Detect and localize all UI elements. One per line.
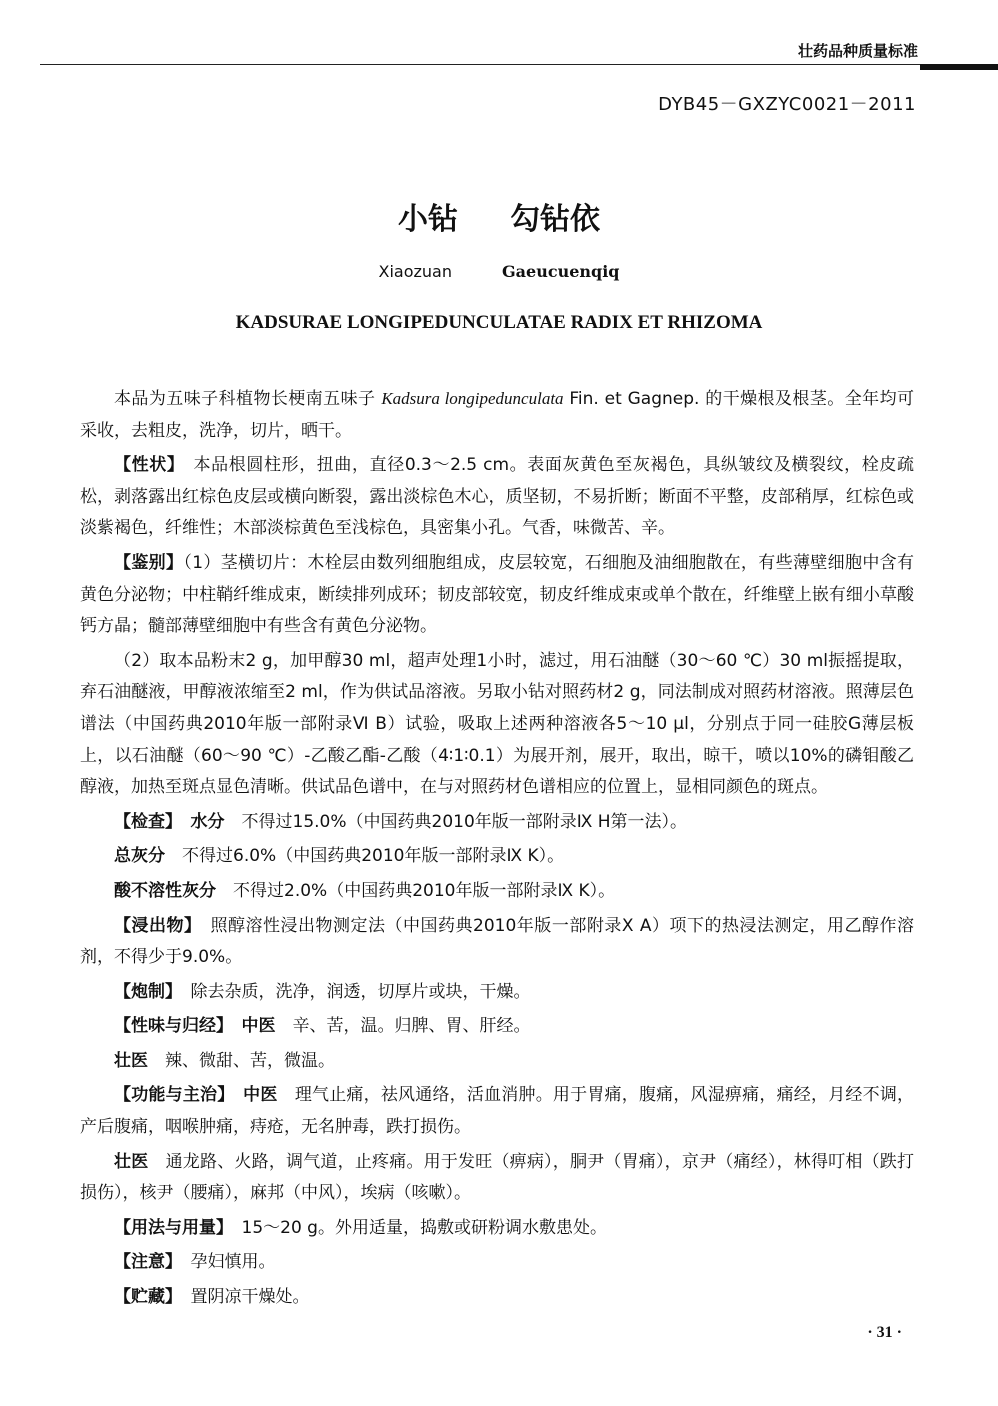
section-gongneng — [80, 1080, 914, 1143]
title-pinyin — [0, 262, 998, 281]
intro-text: 本品为五味子科植物长梗南五味子 — [114, 389, 376, 409]
section-text: 辛、苦，温。归脾、胃、肝经。 — [292, 1016, 531, 1037]
intro-text-2: Fin. et Gagnep. 的干燥根及根茎。全年均可采收，去粗皮，洗净，切片，晒干。 — [80, 389, 914, 441]
page-number: · 31 · — [867, 1324, 902, 1341]
species-name: Kadsura longipedunculata — [381, 389, 564, 408]
sub-label: 壮医 — [114, 1050, 148, 1071]
section-label: 【贮藏】 — [114, 1287, 174, 1308]
zhuang-name: 勾钻依 — [510, 202, 600, 237]
section-text: 置阴凉干燥处。 — [190, 1287, 310, 1308]
section-label: 【用法与用量】 — [114, 1217, 225, 1238]
sub-label: 酸不溶性灰分 — [114, 880, 216, 901]
section-yongfa — [80, 1213, 914, 1245]
section-paozhi — [80, 977, 914, 1009]
section-label: 【注意】 — [114, 1252, 174, 1273]
section-text: 15～20 g。外用适量，捣敷或研粉调水敷患处。 — [241, 1217, 607, 1238]
section-jianbie-2 — [80, 646, 914, 804]
series-title: 壮药品种质量标准 — [797, 42, 918, 60]
section-label: 【性味与归经】 — [114, 1016, 225, 1037]
section-xingwei — [80, 1011, 914, 1043]
section-label: 【鉴别】 — [114, 552, 184, 573]
sub-label: 中医 — [241, 1016, 276, 1037]
section-jinchuwu — [80, 911, 914, 974]
section-text: 辣、微甜、苦，微温。 — [165, 1050, 335, 1071]
section-label: 【检查】 — [114, 811, 174, 832]
section-text: 理气止痛，祛风通络，活血消肿。用于胃痛，腹痛，风湿痹痛，痛经，月经不调，产后腹痛，咽喉肿痛，痔疮，无名肿毒，跌打损伤。 — [80, 1085, 915, 1138]
page-title — [0, 194, 998, 238]
section-jianbie — [80, 548, 914, 643]
xingwei-zhuang — [80, 1046, 914, 1078]
sub-label: 壮医 — [114, 1151, 149, 1172]
standard-code: DYB45－GXZYC0021－2011 — [658, 94, 916, 115]
header-rule-bar — [920, 64, 998, 70]
pinyin: Xiaozuan — [378, 262, 452, 281]
section-label: 【功能与主治】 — [114, 1085, 226, 1106]
section-text: 不得过6.0%（中国药典2010年版一部附录Ⅸ K）。 — [182, 846, 565, 867]
jiancha-item — [80, 841, 914, 873]
sub-label: 总灰分 — [114, 846, 165, 867]
section-text: 孕妇慎用。 — [190, 1252, 276, 1273]
section-text: 本品根圆柱形，扭曲，直径0.3～2.5 cm。表面灰黄色至灰褐色，具纵皱纹及横裂纹，栓皮疏松，剥落露出红棕色皮层或横向断裂，露出淡棕色木心，质坚韧，不易折断；断面不平整，皮部稍厚，红棕色或淡紫褐色，纤维性；木部淡棕黄色至浅棕色，具密集小孔。气香，味微苦、辛。 — [80, 455, 915, 539]
section-text: （1）茎横切片：木栓层由数列细胞组成，皮层较宽，石细胞及油细胞散在，有些薄壁细胞中含有黄色分泌物；中柱鞘纤维成束，断续排列成环；韧皮部较宽，韧皮纤维成束或单个散在，纤维壁上嵌有细小草酸钙方晶；髓部薄壁细胞中有些含有黄色分泌物。 — [80, 552, 914, 637]
gongneng-zhuang — [80, 1147, 914, 1210]
section-text: 通龙路、火路，调气道，止疼痛。用于发旺（痹病），胴尹（胃痛），京尹（痛经），林得叮相（跌打损伤），核尹（腰痛），麻邦（中风），埃病（咳嗽）。 — [80, 1151, 915, 1204]
section-label: 【炮制】 — [114, 981, 174, 1002]
header-rule — [40, 64, 920, 65]
section-zhucang — [80, 1282, 914, 1314]
section-text: 除去杂质，洗净，润透，切厚片或块，干燥。 — [190, 981, 531, 1002]
sub-label: 水分 — [190, 811, 225, 832]
latin-name: KADSURAE LONGIPEDUNCULATAE RADIX ET RHIZOMA — [235, 312, 763, 333]
section-text: 不得过15.0%（中国药典2010年版一部附录Ⅸ H第一法）。 — [241, 811, 688, 832]
intro-paragraph — [80, 383, 914, 447]
section-xingzhuang — [80, 450, 914, 545]
section-zhuyi — [80, 1247, 914, 1279]
zhuang-pinyin: Gaeucuenqiq — [502, 262, 620, 281]
section-text: 照醇溶性浸出物测定法（中国药典2010年版一部附录Ⅹ A）项下的热浸法测定，用乙醇作溶剂，不得少于9.0%。 — [80, 915, 915, 968]
cn-name: 小钻 — [398, 202, 458, 237]
section-label: 【浸出物】 — [114, 915, 194, 936]
section-text: （2）取本品粉末2 g，加甲醇30 ml，超声处理1小时，滤过，用石油醚（30～60 ℃）30 ml振摇提取，弃石油醚液，甲醇液浓缩至2 ml，作为供试品溶液。另取小钻对照药材2 g，同法制成对照药材溶液。照薄层色谱法（中国药典2010年版一部附录Ⅵ B）试验，吸取上述两种溶液各5～10 μl，分别点于同一硅胶G薄层板上，以石油醚（60～90 ℃）-乙酸乙酯-乙酸（4∶1∶0.1）为展开剂，展开，取出，晾干，喷以10%的磷钼酸乙醇液，加热至斑点显色清晰。供试品色谱中，在与对照药材色谱相应的位置上，显相同颜色的斑点。 — [80, 650, 914, 798]
section-jiancha — [80, 807, 914, 839]
jiancha-item — [80, 876, 914, 908]
sub-label: 中医 — [243, 1085, 278, 1106]
section-text: 不得过2.0%（中国药典2010年版一部附录Ⅸ K）。 — [233, 880, 616, 901]
section-label: 【性状】 — [114, 455, 176, 476]
monograph-body — [80, 383, 914, 1317]
